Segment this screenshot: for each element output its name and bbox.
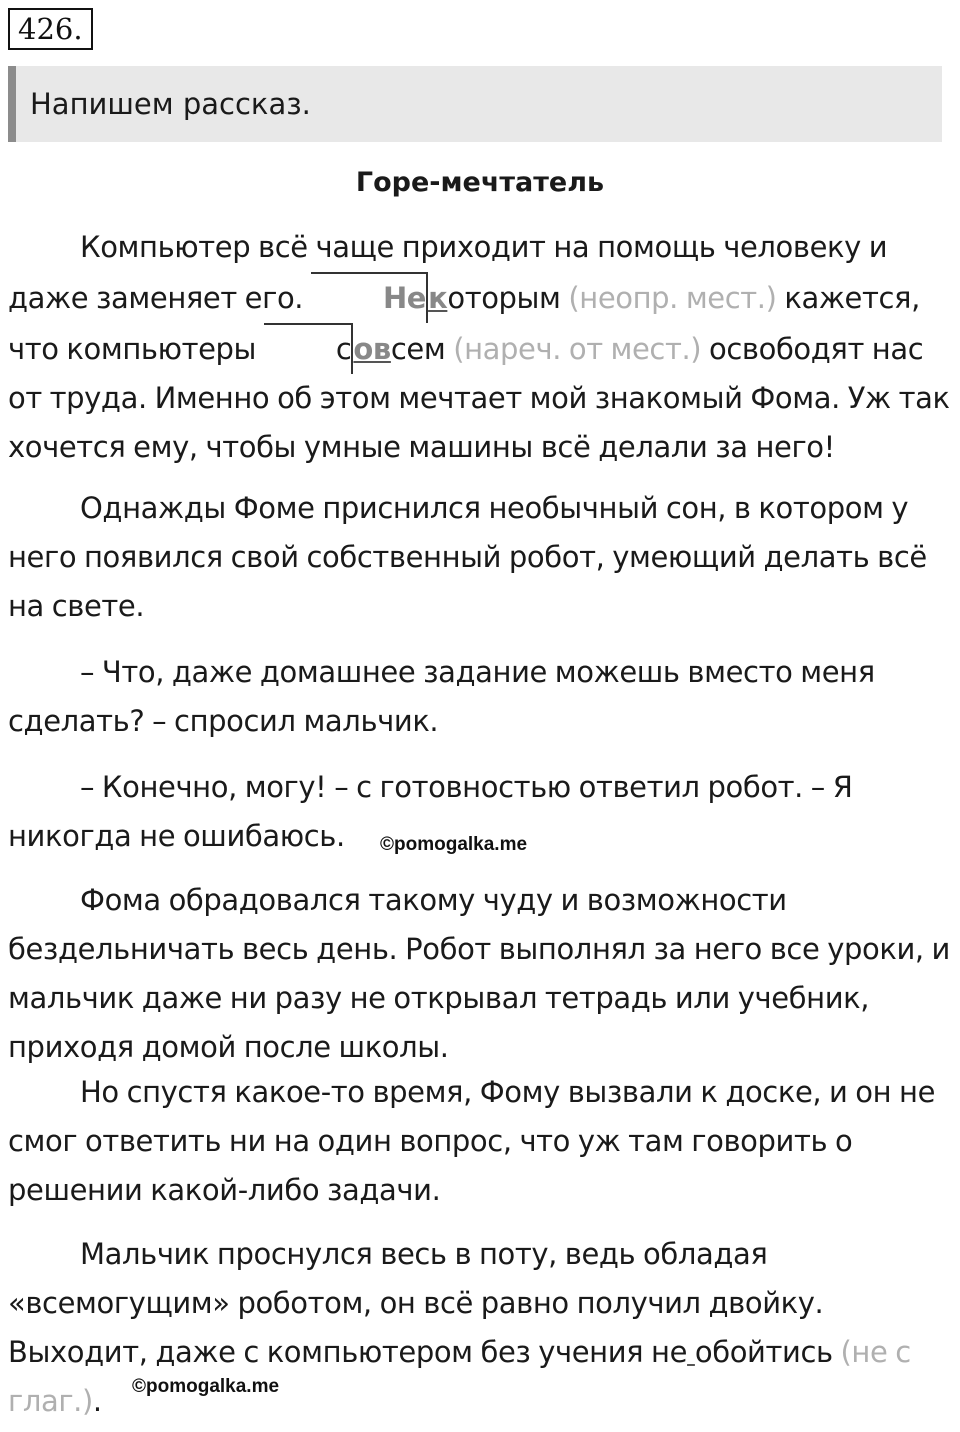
p7-text-b: обойтись: [694, 1335, 841, 1369]
p7-text-a: Мальчик проснулся весь в поту, ведь обладая «всемогущим» роботом, он всё равно получил двойку. Выходит, даже с компьютером без учения не: [8, 1237, 824, 1369]
task-number: 426.: [8, 8, 93, 50]
watermark-1: ©pomogalka.me: [380, 834, 528, 855]
paragraph-1: [8, 223, 956, 472]
p7-gap: [687, 1335, 695, 1369]
root-underline: к: [428, 281, 448, 315]
p1-text-b: кажется, что компьютеры: [8, 281, 920, 366]
p1-word-rest: оторым: [447, 281, 569, 315]
p1-text-c: освободят нас от труда. Именно об этом мечтает мой знакомый Фома. Уж так хочется ему, чтобы умные машины всё делали за него!: [8, 332, 950, 464]
watermark-2: ©pomogalka.me: [132, 1376, 280, 1397]
p7-end: .: [92, 1384, 102, 1418]
note-ne-glag: (не с глаг.): [8, 1335, 911, 1418]
story-title: Горе-мечтатель: [355, 167, 605, 198]
word-nekotorym: [311, 281, 447, 315]
paragraph-4: – Конечно, могу! – с готовностью ответил робот. – Я никогда не ошибаюсь.: [8, 770, 853, 853]
note-narech: (нареч. от мест.): [453, 332, 702, 366]
paragraph-5: Фома обрадовался такому чуду и возможности бездельничать весь день. Робот выполнял за него все уроки, и мальчик даже ни разу не открывал тетрадь или учебник, приходя домой после школы.: [8, 883, 950, 1064]
paragraph-6: Но спустя какое-то время, Фому вызвали к доске, и он не смог ответить ни на один вопрос, что уж там говорить о решении какой-либо задачи.: [8, 1075, 936, 1207]
note-neopr: (неопр. мест.): [568, 281, 777, 315]
paragraph-2: Однажды Фоме приснился необычный сон, в котором у него появился свой собственный робот, умеющий делать всё на свете.: [8, 491, 927, 623]
word-sovsem-rest: сем: [390, 332, 454, 366]
p1-text-a: Компьютер всё чаще приходит на помощь человеку и даже заменяет его.: [8, 230, 888, 315]
task-text: Напишем рассказ.: [30, 87, 311, 121]
paragraph-3: – Что, даже домашнее задание можешь вместо меня сделать? – спросил мальчик.: [8, 655, 875, 738]
word-sovsem-prefix: с: [264, 323, 354, 374]
prefix-mark: Не: [311, 272, 428, 323]
word-sovsem-root: ов: [353, 332, 391, 366]
task-banner: [8, 66, 942, 142]
